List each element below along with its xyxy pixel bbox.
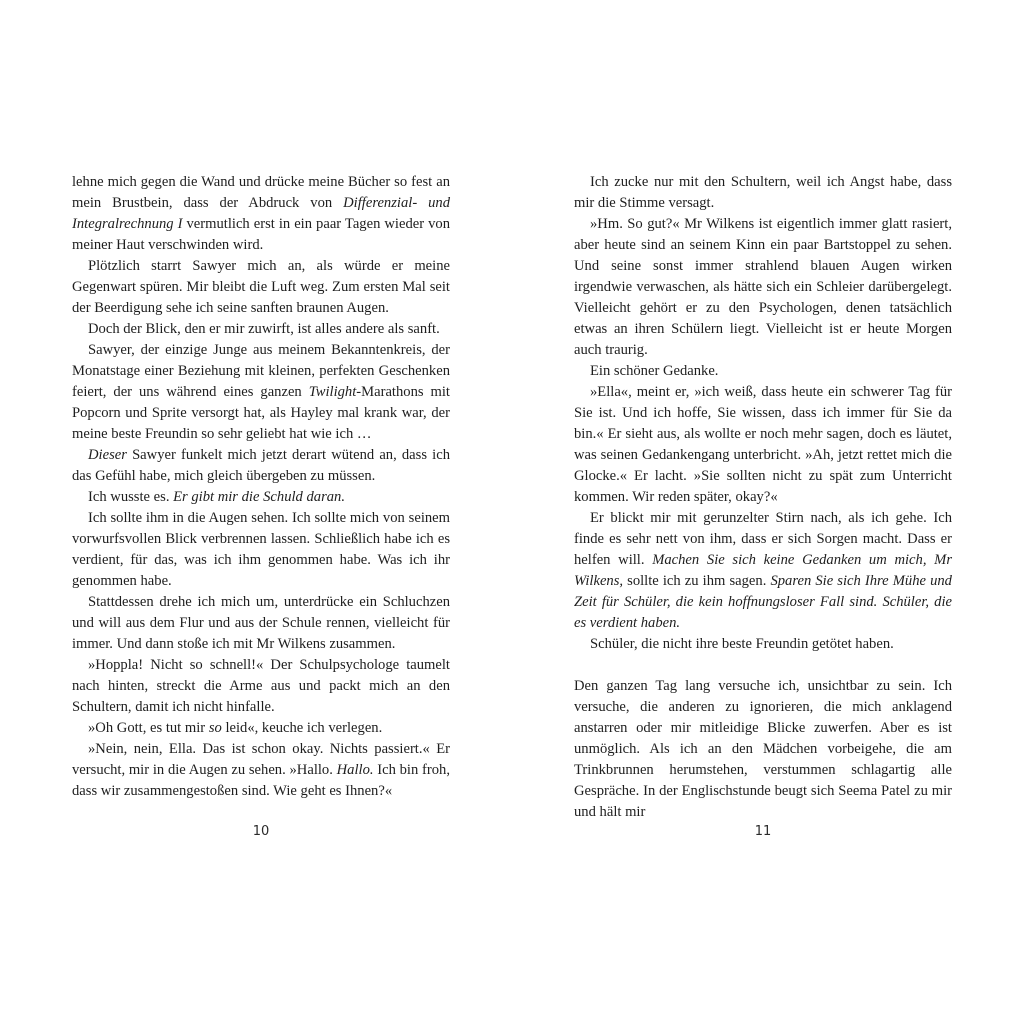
text-run: Sawyer funkelt mich jetzt derart wütend an, dass ich das Gefühl habe, mich gleich übergeben zu müssen. <box>72 447 450 484</box>
text-run: Sawyer, der einzige Junge aus meinem Bekanntenkreis, der Monatstage einer Beziehung mit kleinen, perfekten Geschenken feiert, der uns während eines ganzen <box>72 342 450 400</box>
text-run: Ich bin froh, dass wir zusammengestoßen sind. Wie geht es Ihnen?« <box>72 762 450 799</box>
italic-text: Machen Sie sich keine Gedanken um mich, Mr Wilkens, <box>574 552 952 589</box>
paragraph <box>72 739 450 802</box>
text-run: sollte ich zu ihm sagen. <box>623 573 771 589</box>
italic-text: Dieser <box>88 447 127 463</box>
paragraph: »Hm. So gut?« Mr Wilkens ist eigentlich immer glatt rasiert, aber heute sind an seinem Kinn ein paar Bartstoppel zu sehen. Und seine sonst immer strahlend blauen Augen wirken irgendwie verwaschen, als hätte sich ein Schleier darübergelegt. Vielleicht gehört er zu den Psychologen, denen tatsächlich etwas an ihren Schülern liegt. Vielleicht ist er heute Morgen auch traurig. <box>574 216 952 358</box>
paragraph: Schüler, die nicht ihre beste Freundin getötet haben. <box>590 636 894 652</box>
paragraph: »Hoppla! Nicht so schnell!« Der Schulpsychologe taumelt nach hinten, streckt die Arme aus und packt mich an den Schultern, damit ich nicht hinfalle. <box>72 657 450 715</box>
text-run: »Nein, nein, Ella. Das ist schon okay. Nichts passiert.« Er versucht, mir in die Augen zu sehen. »Hallo. <box>72 741 450 778</box>
paragraph: »Ella«, meint er, »ich weiß, dass heute ein schwerer Tag für Sie ist. Und ich hoffe, Sie wissen, dass ich immer für Sie da bin.« Er sieht aus, als wollte er noch mehr sagen, doch es läutet, was seinen Gedankengang unterbricht. »Ah, jetzt rettet mich die Glocke.« Er lacht. »Sie sollten nicht zu spät zum Unterricht kommen. Wir reden später, okay?« <box>574 384 952 505</box>
left-page-text <box>72 172 450 802</box>
paragraph <box>72 445 450 487</box>
paragraph <box>72 172 450 256</box>
text-run: Er blickt mir mit gerunzelter Stirn nach, als ich gehe. Ich finde es sehr nett von ihm, dass er sich Sorgen macht. Dass er helfen will. <box>574 510 952 568</box>
paragraph <box>72 340 450 445</box>
paragraph <box>72 487 450 508</box>
paragraph: Ein schöner Gedanke. <box>590 363 719 379</box>
italic-text: Er gibt mir die Schuld daran. <box>173 489 346 505</box>
paragraph <box>574 508 952 634</box>
text-run: lehne mich gegen die Wand und drücke meine Bücher so fest an mein Brustbein, dass der Abdruck von <box>72 174 450 211</box>
paragraph: Plötzlich starrt Sawyer mich an, als würde er meine Gegenwart spüren. Mir bleibt die Luft weg. Zum ersten Mal seit der Beerdigung sehe ich seine sanften braunen Augen. <box>72 258 450 316</box>
page-number-right: 11 <box>754 824 772 839</box>
text-run: leid«, keuche ich verlegen. <box>221 720 383 736</box>
italic-text: Differenzial- und Integralrechnung I <box>72 195 451 232</box>
paragraph: Ich sollte ihm in die Augen sehen. Ich sollte mich von seinem vorwurfsvollen Blick verbrennen lassen. Schließlich habe ich es verdient, für das, was ich ihm genommen habe. Was ich ihr genommen habe. <box>72 510 450 589</box>
text-run: vermutlich erst in ein paar Tagen wieder von meiner Haut verschwinden wird. <box>72 216 451 253</box>
text-run: -Marathons mit Popcorn und Sprite versorgt hat, als Hayley mal krank war, der meine beste Freundin so sehr geliebt hat wie ich … <box>72 384 450 442</box>
page-number-left: 10 <box>252 824 270 839</box>
text-run: Ich wusste es. <box>88 489 174 505</box>
italic-text: Twilight <box>308 384 357 400</box>
italic-text: Hallo. <box>336 762 374 778</box>
italic-text: Sparen Sie sich Ihre Mühe und Zeit für Schüler, die kein hoffnungsloser Fall sind. Schüler, die es verdient haben. <box>574 573 952 631</box>
italic-text: so <box>208 720 222 736</box>
paragraph: Stattdessen drehe ich mich um, unterdrücke ein Schluchzen und will aus dem Flur und aus der Schule rennen, vielleicht für immer. Und dann stoße ich mit Mr Wilkens zusammen. <box>72 594 450 652</box>
paragraph: Doch der Blick, den er mir zuwirft, ist alles andere als sanft. <box>88 321 440 337</box>
right-page-text <box>574 172 952 823</box>
paragraph: Den ganzen Tag lang versuche ich, unsichtbar zu sein. Ich versuche, die anderen zu ignorieren, die mich anklagend anstarren oder mir mitleidige Blicke zuwerfen. Aber es ist unmöglich. Als ich an den Mädchen vorbeigehe, die am Trinkbrunnen herumstehen, verstummen schlagartig alle Gespräche. In der Englischstunde beugt sich Seema Patel zu mir und hält mir <box>574 678 952 820</box>
paragraph: Ich zucke nur mit den Schultern, weil ich Angst habe, dass mir die Stimme versagt. <box>574 174 952 211</box>
text-run: »Oh Gott, es tut mir <box>88 720 209 736</box>
paragraph <box>72 718 450 739</box>
